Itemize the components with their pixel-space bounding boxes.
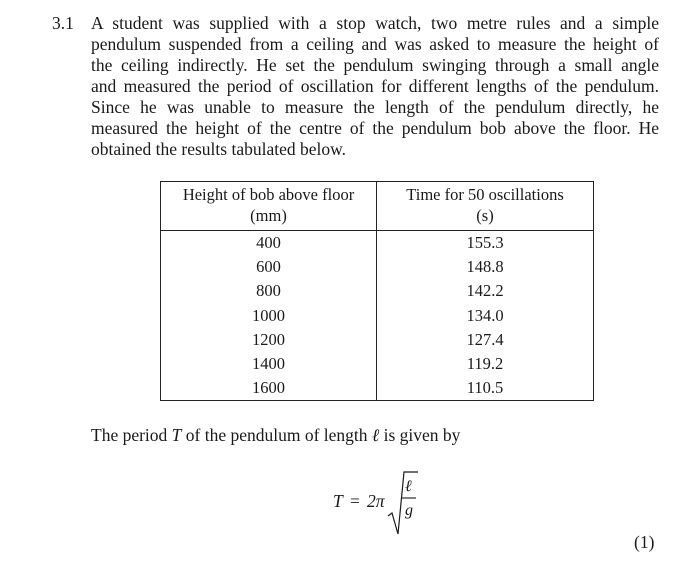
question-line: the ceiling indirectly. He set the pendulum swinging through a small angle bbox=[91, 55, 659, 75]
question-line: measured the height of the centre of the pendulum bob above the floor. He bbox=[91, 118, 659, 138]
period-statement bbox=[91, 425, 460, 446]
time-cell: 142.2 bbox=[466, 281, 504, 301]
period-formula bbox=[330, 468, 440, 538]
formula-coefficient: 2π bbox=[367, 491, 385, 511]
formula-lhs: T bbox=[333, 491, 343, 511]
table-row bbox=[161, 231, 594, 256]
table-row bbox=[161, 328, 594, 352]
column-header-height: Height of bob above floor bbox=[161, 182, 377, 207]
height-cell: 1000 bbox=[161, 304, 377, 328]
marks-allocation: (1) bbox=[634, 532, 655, 552]
statement-text: is given by bbox=[379, 425, 461, 445]
height-cell: 1200 bbox=[161, 328, 377, 352]
column-unit-height: (mm) bbox=[161, 206, 377, 231]
height-cell: 1400 bbox=[161, 352, 377, 376]
time-cell: 119.2 bbox=[466, 354, 504, 374]
table-row bbox=[161, 304, 594, 328]
question-line: and measured the period of oscillation for different lengths of the pendulum. bbox=[91, 76, 659, 96]
statement-text: The period bbox=[91, 425, 172, 445]
time-cell: 148.8 bbox=[466, 257, 504, 277]
results-table bbox=[160, 181, 594, 401]
square-root-sign bbox=[388, 472, 418, 534]
question-line: obtained the results tabulated below. bbox=[91, 139, 346, 159]
formula-numerator: ℓ bbox=[405, 478, 412, 495]
column-header-time: Time for 50 oscillations bbox=[406, 185, 564, 204]
table-row bbox=[161, 255, 594, 279]
height-cell: 600 bbox=[161, 255, 377, 279]
question-text bbox=[91, 13, 659, 160]
height-cell: 1600 bbox=[161, 376, 377, 401]
symbol-T: T bbox=[171, 425, 182, 445]
time-cell: 155.3 bbox=[466, 233, 504, 253]
formula-equals: = bbox=[350, 491, 360, 511]
formula-denominator: g bbox=[405, 502, 413, 519]
table-row bbox=[161, 376, 594, 401]
height-cell: 800 bbox=[161, 279, 377, 303]
time-cell: 127.4 bbox=[466, 329, 504, 349]
statement-text: of the pendulum of length bbox=[181, 425, 372, 445]
table-row bbox=[161, 352, 594, 376]
symbol-ell: ℓ bbox=[371, 425, 380, 445]
question-line: Since he was unable to measure the length of the pendulum directly, he bbox=[91, 97, 659, 117]
table-row bbox=[161, 279, 594, 303]
height-cell: 400 bbox=[161, 231, 377, 256]
column-unit-time: (s) bbox=[377, 206, 594, 231]
time-cell: 110.5 bbox=[466, 378, 504, 398]
time-cell: 134.0 bbox=[466, 305, 504, 325]
question-line: pendulum suspended from a ceiling and was asked to measure the height of bbox=[91, 34, 659, 54]
question-number: 3.1 bbox=[52, 13, 74, 33]
question-line: A student was supplied with a stop watch, two metre rules and a simple bbox=[91, 13, 659, 33]
